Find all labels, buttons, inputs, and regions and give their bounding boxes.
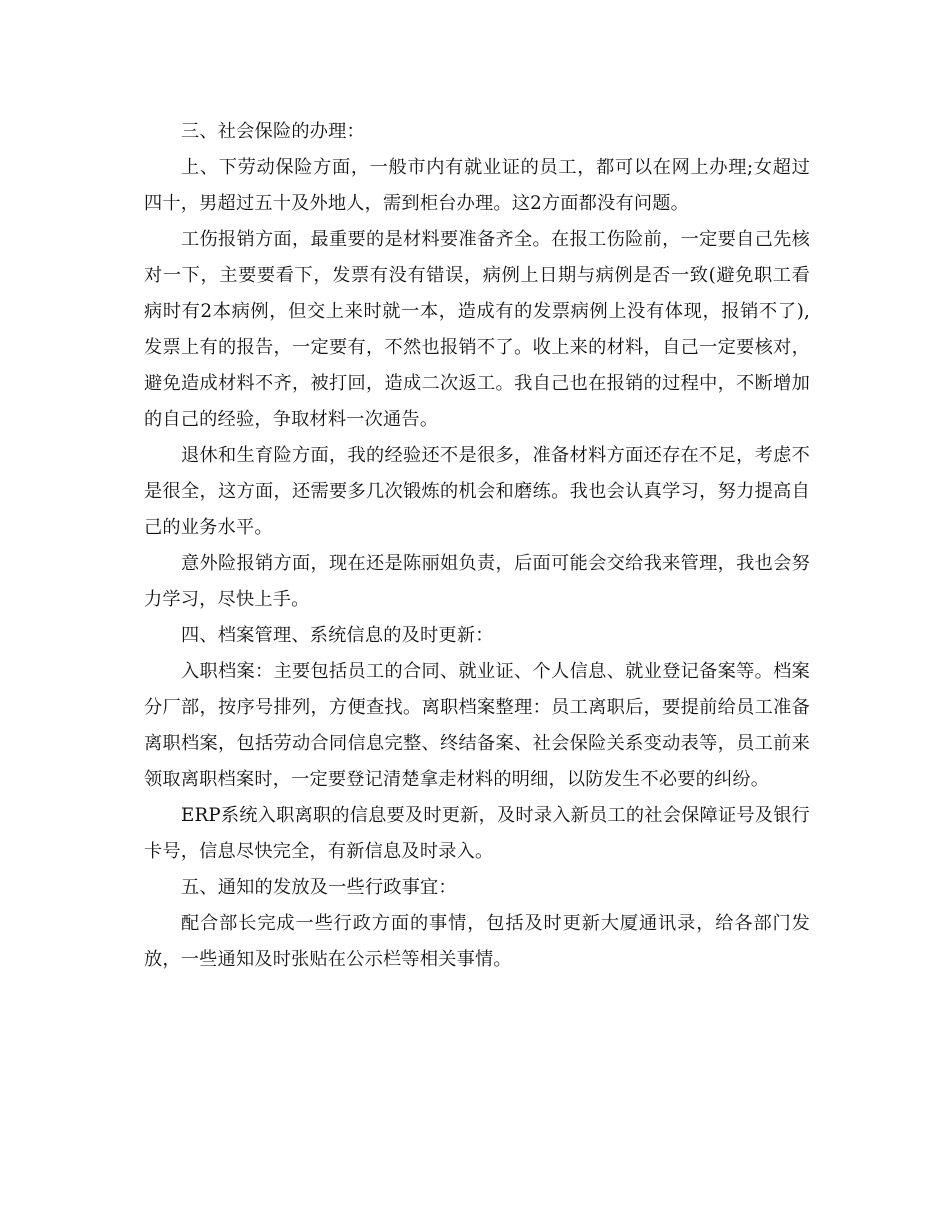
paragraph-erp-update: ERP系统入职离职的信息要及时更新，及时录入新员工的社会保障证号及银行卡号，信息尽快完全，有新信息及时录入。: [144, 805, 810, 862]
paragraph-labor-insurance: 上、下劳动保险方面，一般市内有就业证的员工，都可以在网上办理;女超过四十，男超过五十及外地人，需到柜台办理。这2方面都没有问题。: [144, 157, 810, 214]
document-body: [144, 114, 810, 978]
paragraph-retirement-maternity: 退休和生育险方面，我的经验还不是很多，准备材料方面还存在不足，考虑不是很全，这方面，还需要多几次锻炼的机会和磨练。我也会认真学习，努力提高自己的业务水平。: [144, 445, 810, 538]
heading-social-insurance: 三、社会保险的办理：: [181, 121, 365, 142]
paragraph-admin-tasks: 配合部长完成一些行政方面的事情，包括及时更新大厦通讯录，给各部门发放，一些通知及时张贴在公示栏等相关事情。: [144, 913, 810, 970]
paragraph-employee-archives: 入职档案：主要包括员工的合同、就业证、个人信息、就业登记备案等。档案分厂部，按序号排列，方便查找。离职档案整理：员工离职后，要提前给员工准备离职档案，包括劳动合同信息完整、终结备案、社会保险关系变动表等，员工前来领取离职档案时，一定要登记清楚拿走材料的明细，以防发生不必要的纠纷。: [144, 661, 810, 790]
heading-archive-management: 四、档案管理、系统信息的及时更新：: [181, 625, 494, 646]
paragraph-accident-insurance: 意外险报销方面，现在还是陈丽姐负责，后面可能会交给我来管理，我也会努力学习，尽快上手。: [144, 553, 810, 610]
paragraph-work-injury: 工伤报销方面，最重要的是材料要准备齐全。在报工伤险前，一定要自己先核对一下，主要要看下，发票有没有错误，病例上日期与病例是否一致(避免职工看病时有2本病例，但交上来时就一本，造成有的发票病例上没有体现，报销不了),发票上有的报告，一定要有，不然也报销不了。收上来的材料，自己一定要核对，避免造成材料不齐，被打回，造成二次返工。我自己也在报销的过程中，不断增加的自己的经验，争取材料一次通告。: [144, 229, 810, 430]
heading-notices-admin: 五、通知的发放及一些行政事宜：: [181, 877, 457, 898]
